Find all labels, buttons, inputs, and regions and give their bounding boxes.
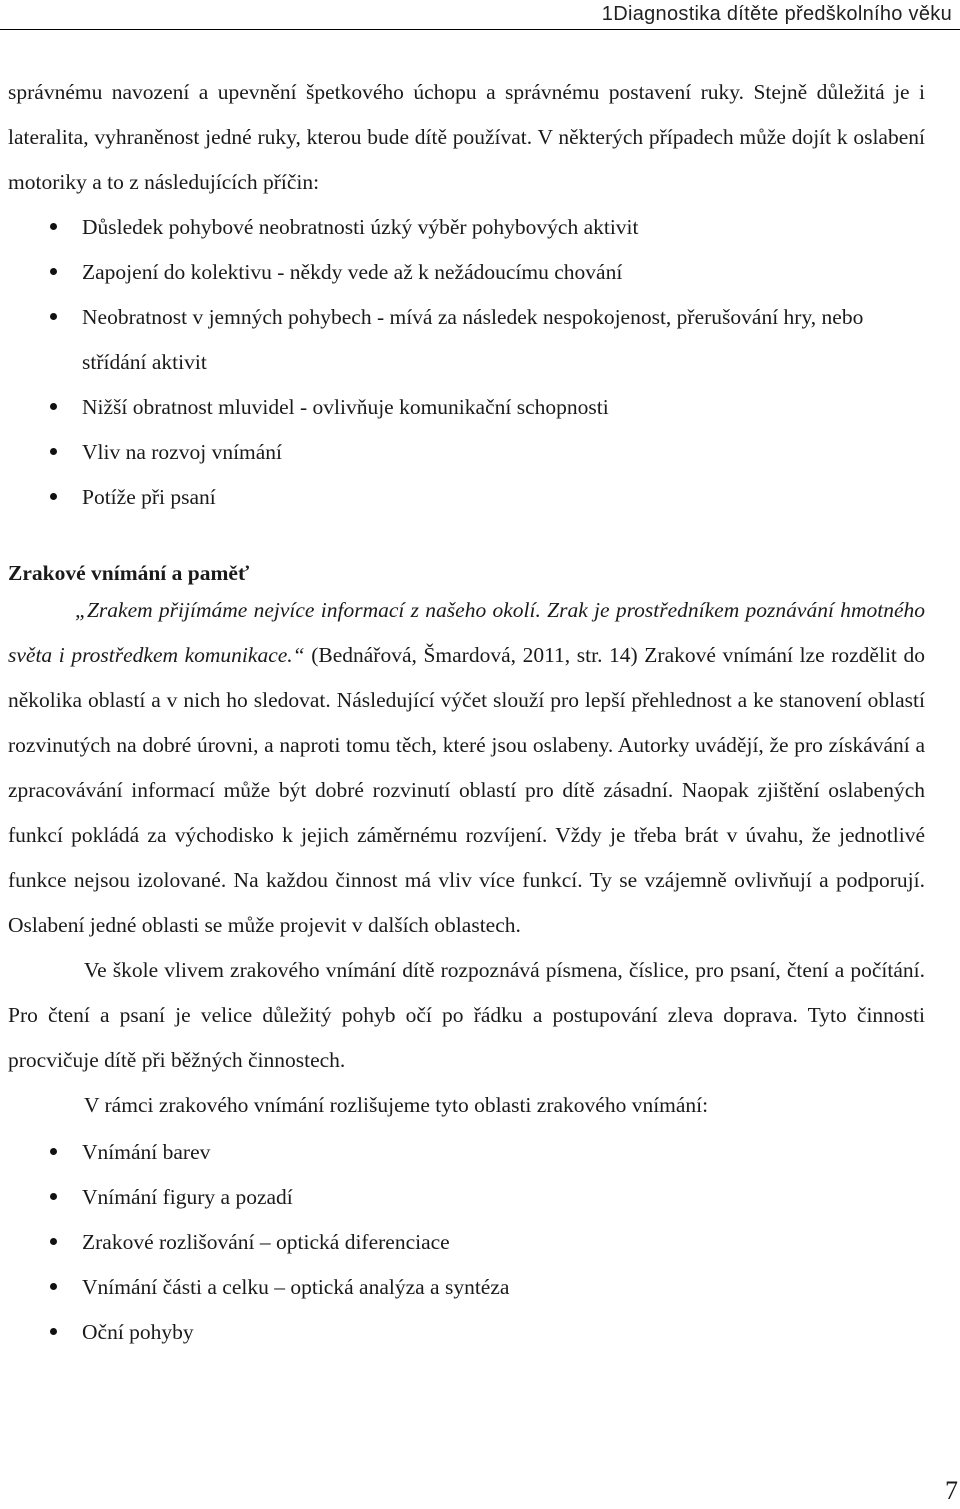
bullet-icon [50, 1283, 57, 1290]
school-paragraph: Ve škole vlivem zrakového vnímání dítě rozpoznává písmena, číslice, pro psaní, čtení a počítání. Pro čtení a psaní je velice důležitý pohyb očí po řádku a postupování zleva doprava. Tyto činnosti procvičuje dítě při běžných činnostech. [8, 958, 925, 1072]
citation-text: (Bednářová, Šmardová, 2011, str. 14) Zrakové vnímání lze rozdělit do několika oblastí a v nich ho sledovat. Následující výčet slouží pro lepší přehlednost a ke stanovení oblastí rozvinutých na dobré úrovni, a naproti tomu těch, které jsou oslabeny. Autorky uvádějí, že pro získávání a zpracovávání informací může být dobré rozvinutí oblastí pro dítě zásadní. Naopak zjištění oslabených funkcí pokládá za východisko k jejich záměrnému rozvíjení. Vždy je třeba brát v úvahu, že jednotlivé funkce nejsou izolované. Na každou činnost má vliv více funkcí. Ty se vzájemně ovlivňují a podporují. Oslabení jedné oblasti se může projevit v dalších oblastech. [8, 643, 925, 937]
bullet-icon [50, 403, 57, 410]
list-item: Vnímání barev [8, 1130, 925, 1175]
bullet-icon [50, 448, 57, 455]
page-header [0, 0, 960, 29]
bullet-icon [50, 493, 57, 500]
bullet-icon [50, 1193, 57, 1200]
bullet-icon [50, 223, 57, 230]
list-item: Vnímání části a celku – optická analýza a syntéza [8, 1265, 925, 1310]
section-heading: Zrakové vnímání a paměť [8, 561, 250, 585]
bullet-icon [50, 313, 57, 320]
list-item: Důsledek pohybové neobratnosti úzký výběr pohybových aktivit [8, 205, 925, 250]
causes-list [8, 205, 925, 520]
bullet-icon [50, 1328, 57, 1335]
bullet-icon [50, 1148, 57, 1155]
bullet-icon [50, 1238, 57, 1245]
areas-list [8, 1130, 925, 1355]
document-body [8, 70, 925, 1355]
list-item: Oční pohyby [8, 1310, 925, 1355]
list-item: Potíže při psaní [8, 475, 925, 520]
list-item: Vnímání figury a pozadí [8, 1175, 925, 1220]
bullet-icon [50, 268, 57, 275]
page-number: 7 [945, 1476, 958, 1505]
header-title: 1Diagnostika dítěte předškolního věku [601, 3, 952, 25]
list-item: Vliv na rozvoj vnímání [8, 430, 925, 475]
areas-intro: V rámci zrakového vnímání rozlišujeme tyto oblasti zrakového vnímání: [84, 1093, 709, 1117]
list-item: Neobratnost v jemných pohybech - mívá za následek nespokojenost, přerušování hry, nebo střídání aktivit [8, 295, 925, 385]
intro-paragraph: správnému navození a upevnění špetkového úchopu a správnému postavení ruky. Stejně důležitá je i lateralita, vyhraněnost jedné ruky, kterou bude dítě používat. V některých případech může dojít k oslabení motoriky a to z následujících příčin: [8, 80, 925, 194]
list-item: Zapojení do kolektivu - někdy vede až k nežádoucímu chování [8, 250, 925, 295]
header-rule [0, 29, 960, 30]
list-item: Zrakové rozlišování – optická diferenciace [8, 1220, 925, 1265]
quote-text: „Zrakem přijímáme nejvíce informací z našeho okolí. Zrak je prostředníkem poznávání hmotného světa i prostředkem komunikace.“ [8, 598, 925, 667]
quote-paragraph [8, 588, 925, 948]
list-item: Nižší obratnost mluvidel - ovlivňuje komunikační schopnosti [8, 385, 925, 430]
